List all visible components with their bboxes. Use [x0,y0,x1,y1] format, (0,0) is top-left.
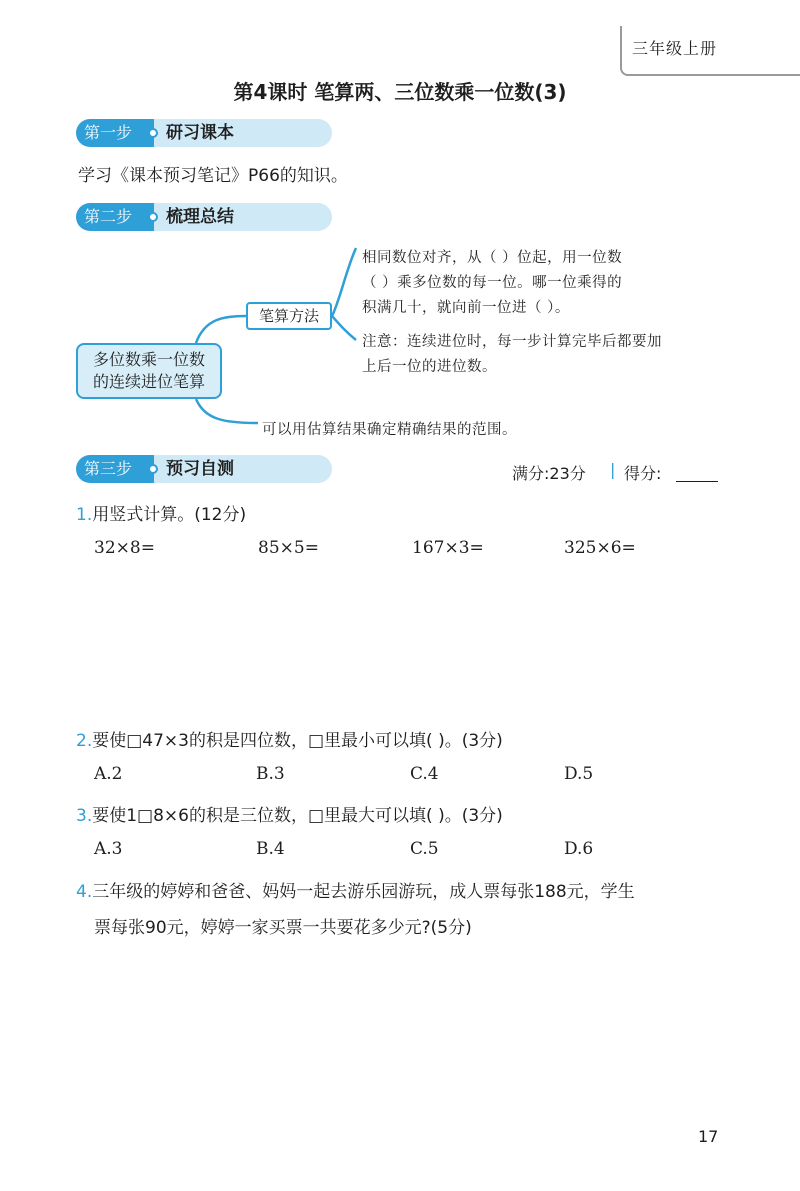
question-4-number: 4. [76,882,93,902]
method-line-1: 相同数位对齐，从（ ）位起，用一位数 [362,250,623,266]
question-4 [76,877,635,902]
step2-dot-icon [148,212,158,222]
method-node: 笔算方法 [246,302,332,330]
step3-dot-icon [148,464,158,474]
q3-option-d[interactable]: D.6 [564,839,594,859]
step2-number: 第二步 [76,203,154,231]
q2-option-b[interactable]: B.3 [256,764,285,784]
step1-label: 研习课本 [154,119,332,147]
calc-item-4: 325×6= [564,538,636,558]
q3-option-a[interactable]: A.3 [94,839,123,859]
page-title: 第4课时 笔算两、三位数乘一位数(3) [233,80,567,104]
grade-label: 三年级上册 [632,39,718,58]
question-2-number: 2. [76,731,93,751]
question-1 [76,500,246,525]
question-3 [76,801,503,826]
score-label: 得分: [624,464,662,483]
q2-option-d[interactable]: D.5 [564,764,594,784]
method-line-2: （ ）乘多位数的每一位。哪一位乘得的 [362,275,623,291]
calc-item-3: 167×3= [412,538,484,558]
note-line-1: 注意：连续进位时，每一步计算完毕后都要加 [362,334,662,350]
estimate-text: 可以用估算结果确定精确结果的范围。 [262,422,517,438]
question-2 [76,726,503,751]
step1-number: 第一步 [76,119,154,147]
score-blank[interactable] [676,481,718,482]
step3-label: 预习自测 [154,455,332,483]
central-topic-line2: 的连续进位笔算 [92,372,205,391]
step1-dot-icon [148,128,158,138]
question-4-line2: 票每张90元，婷婷一家买票一共要花多少元?(5分) [94,918,472,938]
calc-item-2: 85×5= [258,538,319,558]
question-2-text: 要使□47×3的积是四位数，□里最小可以填( )。(3分) [92,731,503,751]
step2-label: 梳理总结 [154,203,332,231]
step3-number: 第三步 [76,455,154,483]
note-line-2: 上后一位的进位数。 [362,359,497,375]
q2-option-c[interactable]: C.4 [410,764,439,784]
question-3-number: 3. [76,806,93,826]
page-number: 17 [698,1127,719,1146]
step1-text: 学习《课本预习笔记》P66的知识。 [78,166,348,186]
central-topic [76,343,222,399]
central-topic-line1: 多位数乘一位数 [92,350,205,369]
q2-option-a[interactable]: A.2 [94,764,123,784]
question-3-text: 要使1□8×6的积是三位数，□里最大可以填( )。(3分) [92,806,503,826]
method-line-3: 积满几十，就向前一位进（ ）。 [362,300,570,316]
question-1-text: 用竖式计算。(12分) [92,505,247,525]
q3-option-b[interactable]: B.4 [256,839,285,859]
question-4-line1: 三年级的婷婷和爸爸、妈妈一起去游乐园游玩，成人票每张188元，学生 [92,882,635,902]
full-score: 满分:23分 [512,464,586,483]
calc-item-1: 32×8= [94,538,155,558]
q3-option-c[interactable]: C.5 [410,839,439,859]
question-1-number: 1. [76,505,93,525]
score-separator: | [610,460,616,479]
